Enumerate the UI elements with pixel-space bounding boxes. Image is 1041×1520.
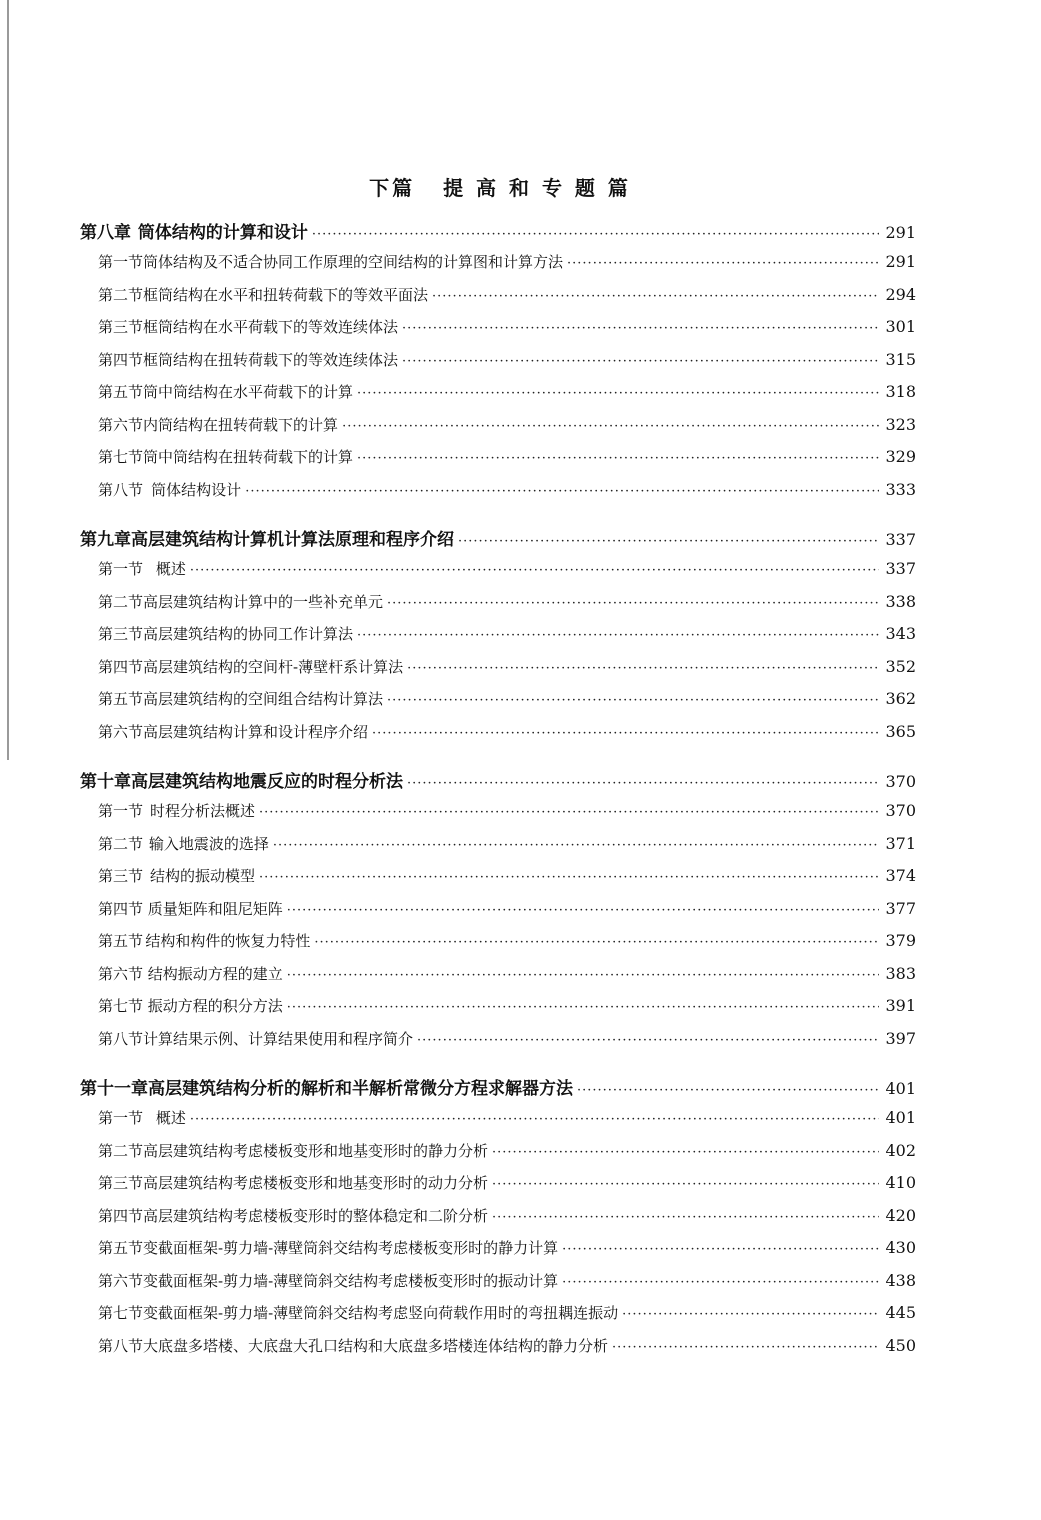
section-page-number: 333 bbox=[885, 479, 916, 499]
chapter-title: 高层建筑结构分析的解析和半解析常微分方程求解器方法 bbox=[148, 1079, 573, 1099]
leader-dots bbox=[259, 870, 879, 885]
section-page-number: 383 bbox=[885, 963, 916, 983]
section-page-number: 294 bbox=[885, 284, 916, 304]
section-entry[interactable] bbox=[80, 316, 916, 349]
section-entry[interactable] bbox=[80, 1335, 916, 1368]
chapter-entry[interactable] bbox=[80, 767, 916, 800]
leader-dots bbox=[287, 968, 880, 983]
section-number: 第四节 bbox=[98, 1206, 144, 1225]
part-title bbox=[0, 172, 1000, 201]
section-title: 结构和构件的恢复力特性 bbox=[145, 932, 311, 950]
section-title: 筒中筒结构在水平荷载下的计算 bbox=[143, 383, 354, 401]
leader-dots bbox=[357, 628, 879, 643]
section-entry[interactable] bbox=[80, 688, 916, 721]
section-number: 第六节 bbox=[98, 722, 144, 741]
section-page-number: 371 bbox=[885, 833, 916, 853]
section-number: 第五节 bbox=[98, 932, 144, 950]
leader-dots bbox=[387, 693, 879, 708]
leader-dots bbox=[342, 419, 879, 434]
section-page-number: 370 bbox=[885, 801, 916, 820]
section-number: 第七节 bbox=[98, 997, 144, 1015]
section-entry[interactable] bbox=[80, 963, 916, 996]
section-title: 高层建筑结构计算和设计程序介绍 bbox=[143, 722, 369, 741]
section-number: 第四节 bbox=[98, 899, 144, 918]
section-entry[interactable] bbox=[80, 1237, 916, 1270]
chapter-entry[interactable] bbox=[80, 525, 916, 558]
section-title: 输入地震波的选择 bbox=[148, 834, 269, 853]
section-title: 概述 bbox=[155, 560, 186, 578]
section-page-number: 301 bbox=[885, 317, 916, 336]
section-number: 第三节 bbox=[98, 318, 144, 336]
section-page-number: 410 bbox=[885, 1173, 916, 1192]
section-title: 框筒结构在水平荷载下的等效连续体法 bbox=[143, 318, 399, 336]
section-title: 大底盘多塔楼、大底盘大孔口结构和大底盘多塔楼连体结构的静力分析 bbox=[143, 1336, 609, 1355]
chapter-number: 第十章 bbox=[80, 772, 131, 792]
leader-dots bbox=[312, 227, 880, 242]
section-number: 第四节 bbox=[98, 657, 144, 676]
leader-dots bbox=[458, 534, 879, 549]
section-entry[interactable] bbox=[80, 1140, 916, 1173]
section-number: 第六节 bbox=[98, 1271, 144, 1290]
section-page-number: 430 bbox=[885, 1238, 916, 1257]
section-entry[interactable] bbox=[80, 349, 916, 382]
leader-dots bbox=[492, 1145, 879, 1160]
leader-dots bbox=[492, 1177, 879, 1192]
section-title: 内筒结构在扭转荷载下的计算 bbox=[143, 415, 339, 434]
chapter-block bbox=[80, 767, 916, 1060]
section-number: 第四节 bbox=[98, 350, 144, 369]
section-title: 高层建筑结构的空间杆-薄壁杆系计算法 bbox=[143, 657, 404, 676]
section-entry[interactable] bbox=[80, 479, 916, 512]
chapter-entry[interactable] bbox=[80, 218, 916, 251]
chapter-page-number: 370 bbox=[885, 772, 916, 791]
chapter-number: 第九章 bbox=[80, 530, 131, 550]
chapter-page-number: 337 bbox=[885, 530, 916, 549]
section-number: 第五节 bbox=[98, 1239, 144, 1257]
leader-dots bbox=[612, 1340, 879, 1355]
leader-dots bbox=[577, 1083, 879, 1098]
section-page-number: 438 bbox=[885, 1270, 916, 1290]
section-number: 第七节 bbox=[98, 448, 144, 466]
section-title: 高层建筑结构的空间组合结构计算法 bbox=[143, 690, 384, 708]
leader-dots bbox=[402, 354, 879, 369]
leader-dots bbox=[314, 935, 879, 950]
section-page-number: 315 bbox=[885, 349, 916, 369]
section-page-number: 445 bbox=[885, 1303, 916, 1322]
leader-dots bbox=[417, 1033, 879, 1048]
leader-dots bbox=[402, 321, 879, 336]
section-title: 框筒结构在扭转荷载下的等效连续体法 bbox=[143, 350, 399, 369]
section-title: 高层建筑结构考虑楼板变形和地基变形时的动力分析 bbox=[143, 1174, 489, 1192]
section-entry[interactable] bbox=[80, 1270, 916, 1303]
section-entry[interactable] bbox=[80, 1172, 916, 1205]
section-entry[interactable] bbox=[80, 833, 916, 866]
section-title: 变截面框架-剪力墙-薄壁筒斜交结构考虑竖向荷载作用时的弯扭耦连振动 bbox=[143, 1304, 619, 1322]
section-entry[interactable] bbox=[80, 800, 916, 833]
page-edge-line bbox=[7, 0, 9, 760]
section-page-number: 374 bbox=[885, 866, 916, 885]
section-entry[interactable] bbox=[80, 623, 916, 656]
leader-dots bbox=[245, 484, 879, 499]
section-number: 第六节 bbox=[98, 964, 144, 983]
section-entry[interactable] bbox=[80, 656, 916, 689]
section-number: 第八节 bbox=[98, 1029, 144, 1048]
section-page-number: 397 bbox=[885, 1028, 916, 1048]
section-entry[interactable] bbox=[80, 446, 916, 479]
leader-dots bbox=[407, 776, 879, 791]
section-page-number: 450 bbox=[885, 1335, 916, 1355]
section-page-number: 352 bbox=[885, 656, 916, 676]
section-entry[interactable] bbox=[80, 1028, 916, 1061]
section-page-number: 291 bbox=[885, 252, 916, 271]
section-title: 质量矩阵和阻尼矩阵 bbox=[147, 899, 283, 918]
section-page-number: 402 bbox=[885, 1140, 916, 1160]
leader-dots bbox=[492, 1210, 879, 1225]
section-title: 筒体结构及不适合协同工作原理的空间结构的计算图和计算方法 bbox=[143, 253, 564, 271]
section-title: 高层建筑结构考虑楼板变形时的整体稳定和二阶分析 bbox=[143, 1206, 489, 1225]
chapter-entry[interactable] bbox=[80, 1074, 916, 1107]
section-entry[interactable] bbox=[80, 414, 916, 447]
section-title: 结构振动方程的建立 bbox=[147, 964, 283, 983]
leader-dots bbox=[357, 386, 879, 401]
section-page-number: 318 bbox=[885, 382, 916, 401]
leader-dots bbox=[273, 838, 880, 853]
section-page-number: 391 bbox=[885, 996, 916, 1015]
leader-dots bbox=[287, 1000, 880, 1015]
section-title: 计算结果示例、计算结果使用和程序简介 bbox=[143, 1029, 414, 1048]
section-number: 第二节 bbox=[98, 834, 144, 853]
part-name: 提 高 和 专 题 篇 bbox=[443, 176, 631, 200]
leader-dots bbox=[190, 563, 880, 578]
section-title: 变截面框架-剪力墙-薄壁筒斜交结构考虑楼板变形时的振动计算 bbox=[143, 1271, 559, 1290]
section-number: 第一节 bbox=[98, 802, 144, 820]
leader-dots bbox=[287, 903, 880, 918]
chapter-page-number: 401 bbox=[885, 1079, 916, 1098]
section-number: 第三节 bbox=[98, 625, 144, 643]
chapter-title: 筒体结构的计算和设计 bbox=[137, 223, 308, 243]
section-page-number: 401 bbox=[885, 1108, 916, 1127]
section-title: 结构的振动模型 bbox=[150, 867, 256, 885]
section-number: 第八节 bbox=[98, 1336, 144, 1355]
section-entry[interactable] bbox=[80, 930, 916, 963]
section-title: 高层建筑结构计算中的一些补充单元 bbox=[143, 592, 384, 611]
leader-dots bbox=[622, 1307, 879, 1322]
section-entry[interactable] bbox=[80, 1302, 916, 1335]
section-page-number: 379 bbox=[885, 931, 916, 950]
section-entry[interactable] bbox=[80, 995, 916, 1028]
chapter-block bbox=[80, 525, 916, 753]
section-entry[interactable] bbox=[80, 898, 916, 931]
section-title: 变截面框架-剪力墙-薄壁筒斜交结构考虑楼板变形时的静力计算 bbox=[143, 1239, 559, 1257]
chapter-number: 第八章 bbox=[80, 223, 131, 243]
section-page-number: 377 bbox=[885, 898, 916, 918]
section-entry[interactable] bbox=[80, 1107, 916, 1140]
section-number: 第一节 bbox=[98, 560, 144, 578]
section-title: 高层建筑结构考虑楼板变形和地基变形时的静力分析 bbox=[143, 1141, 489, 1160]
leader-dots bbox=[357, 451, 879, 466]
section-title: 筒体结构设计 bbox=[151, 480, 242, 499]
section-page-number: 329 bbox=[885, 447, 916, 466]
section-number: 第三节 bbox=[98, 1174, 144, 1192]
section-number: 第二节 bbox=[98, 592, 144, 611]
section-title: 筒中筒结构在扭转荷载下的计算 bbox=[143, 448, 354, 466]
section-entry[interactable] bbox=[80, 591, 916, 624]
section-entry[interactable] bbox=[80, 865, 916, 898]
chapter-block bbox=[80, 218, 916, 511]
chapter-title: 高层建筑结构地震反应的时程分析法 bbox=[131, 772, 403, 792]
section-number: 第八节 bbox=[98, 480, 144, 499]
section-entry[interactable] bbox=[80, 284, 916, 317]
section-number: 第二节 bbox=[98, 1141, 144, 1160]
section-number: 第六节 bbox=[98, 415, 144, 434]
section-entry[interactable] bbox=[80, 1205, 916, 1238]
section-title: 框筒结构在水平和扭转荷载下的等效平面法 bbox=[143, 285, 429, 304]
section-number: 第七节 bbox=[98, 1304, 144, 1322]
leader-dots bbox=[387, 596, 879, 611]
section-number: 第二节 bbox=[98, 285, 144, 304]
leader-dots bbox=[562, 1275, 879, 1290]
leader-dots bbox=[567, 256, 879, 271]
section-entry[interactable] bbox=[80, 558, 916, 591]
section-page-number: 337 bbox=[885, 559, 916, 578]
section-page-number: 365 bbox=[885, 721, 916, 741]
section-entry[interactable] bbox=[80, 251, 916, 284]
section-title: 振动方程的积分方法 bbox=[147, 997, 283, 1015]
section-number: 第三节 bbox=[98, 867, 144, 885]
section-number: 第一节 bbox=[98, 1109, 144, 1127]
table-of-contents bbox=[80, 218, 916, 1381]
section-title: 高层建筑结构的协同工作计算法 bbox=[143, 625, 354, 643]
section-title: 概述 bbox=[155, 1109, 186, 1127]
section-page-number: 362 bbox=[885, 689, 916, 708]
section-page-number: 323 bbox=[885, 414, 916, 434]
leader-dots bbox=[372, 726, 879, 741]
section-page-number: 338 bbox=[885, 591, 916, 611]
section-number: 第一节 bbox=[98, 253, 144, 271]
leader-dots bbox=[407, 661, 879, 676]
chapter-page-number: 291 bbox=[885, 223, 916, 242]
leader-dots bbox=[562, 1242, 879, 1257]
section-title: 时程分析法概述 bbox=[150, 802, 256, 820]
section-number: 第五节 bbox=[98, 383, 144, 401]
section-page-number: 420 bbox=[885, 1205, 916, 1225]
leader-dots bbox=[432, 289, 879, 304]
section-entry[interactable] bbox=[80, 721, 916, 754]
leader-dots bbox=[259, 805, 879, 820]
part-prefix: 下篇 bbox=[369, 176, 416, 200]
section-entry[interactable] bbox=[80, 381, 916, 414]
leader-dots bbox=[190, 1112, 880, 1127]
chapter-number: 第十一章 bbox=[80, 1079, 148, 1099]
chapter-title: 高层建筑结构计算机计算法原理和程序介绍 bbox=[131, 530, 454, 550]
section-number: 第五节 bbox=[98, 690, 144, 708]
chapter-block bbox=[80, 1074, 916, 1367]
section-page-number: 343 bbox=[885, 624, 916, 643]
